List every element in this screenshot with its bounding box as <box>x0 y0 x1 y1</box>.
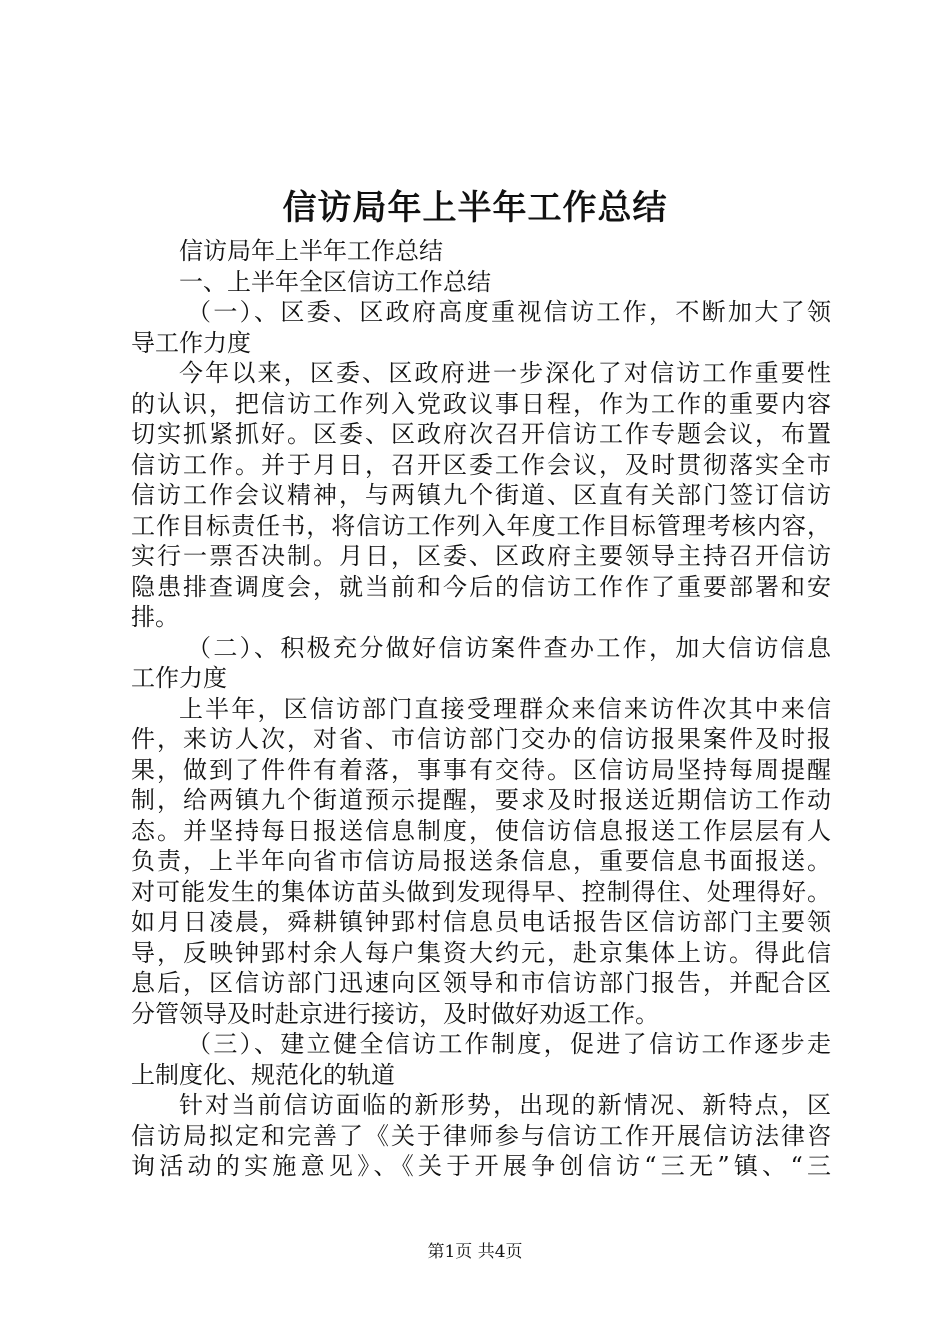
text-line: 息后，区信访部门迅速向区领导和市信访部门报告，并配合区 <box>131 969 831 997</box>
text-line: 对可能发生的集体访苗头做到发现得早、控制得住、处理得好。 <box>131 877 831 906</box>
text-line: （一）、区委、区政府高度重视信访工作，不断加大了领 <box>187 298 831 326</box>
text-line: 导工作力度 <box>131 328 251 357</box>
text-line: 件，来访人次，对省、市信访部门交办的信访报果案件及时报 <box>131 725 831 753</box>
text-line: 信访局年上半年工作总结 <box>179 237 443 265</box>
text-line: 上半年，区信访部门直接受理群众来信来访件次其中来信 <box>179 694 831 723</box>
text-line: 信访工作会议精神，与两镇九个街道、区直有关部门签订信访 <box>131 481 831 509</box>
page-footer: 第1页 共4页 <box>427 1242 523 1262</box>
text-line: 工作力度 <box>131 664 227 692</box>
text-line: （二）、积极充分做好信访案件查办工作，加大信访信息 <box>187 633 831 662</box>
text-line: 果，做到了件件有着落，事事有交待。区信访局坚持每周提醒 <box>131 755 831 784</box>
text-line: 导，反映钟郢村余人每户集资大约元，赴京集体上访。得此信 <box>131 938 831 967</box>
text-line: 的认识，把信访工作列入党政议事日程，作为工作的重要内容 <box>131 389 831 418</box>
text-line: 制，给两镇九个街道预示提醒，要求及时报送近期信访工作动 <box>131 786 831 814</box>
text-line: （三）、建立健全信访工作制度，促进了信访工作逐步走 <box>187 1030 831 1058</box>
text-line: 信访工作。并于月日，召开区委工作会议，及时贯彻落实全市 <box>131 450 831 479</box>
text-line: 询活动的实施意见》、《关于开展争创信访“三无”镇、“三 <box>131 1152 831 1180</box>
text-line: 切实抓紧抓好。区委、区政府次召开信访工作专题会议，布置 <box>131 420 831 448</box>
text-line: 实行一票否决制。月日，区委、区政府主要领导主持召开信访 <box>131 542 831 570</box>
text-line: 态。并坚持每日报送信息制度，使信访信息报送工作层层有人 <box>131 816 831 845</box>
text-line: 工作目标责任书，将信访工作列入年度工作目标管理考核内容， <box>131 511 831 540</box>
text-line: 如月日凌晨，舜耕镇钟郢村信息员电话报告区信访部门主要领 <box>131 908 831 936</box>
text-line: 今年以来，区委、区政府进一步深化了对信访工作重要性 <box>179 359 831 387</box>
text-line: 一、上半年全区信访工作总结 <box>179 267 491 296</box>
text-line: 信访局拟定和完善了《关于律师参与信访工作开展信访法律咨 <box>131 1121 831 1150</box>
text-line: 排。 <box>131 603 179 631</box>
page-title: 信访局年上半年工作总结 <box>282 188 668 228</box>
text-line: 上制度化、规范化的轨道 <box>131 1060 395 1089</box>
text-line: 针对当前信访面临的新形势，出现的新情况、新特点，区 <box>179 1091 831 1119</box>
text-line: 分管领导及时赴京进行接访，及时做好劝返工作。 <box>131 999 659 1028</box>
text-line: 隐患排查调度会，就当前和今后的信访工作作了重要部署和安 <box>131 572 831 601</box>
text-line: 负责，上半年向省市信访局报送条信息，重要信息书面报送。 <box>131 847 831 875</box>
document-body <box>131 236 831 1182</box>
